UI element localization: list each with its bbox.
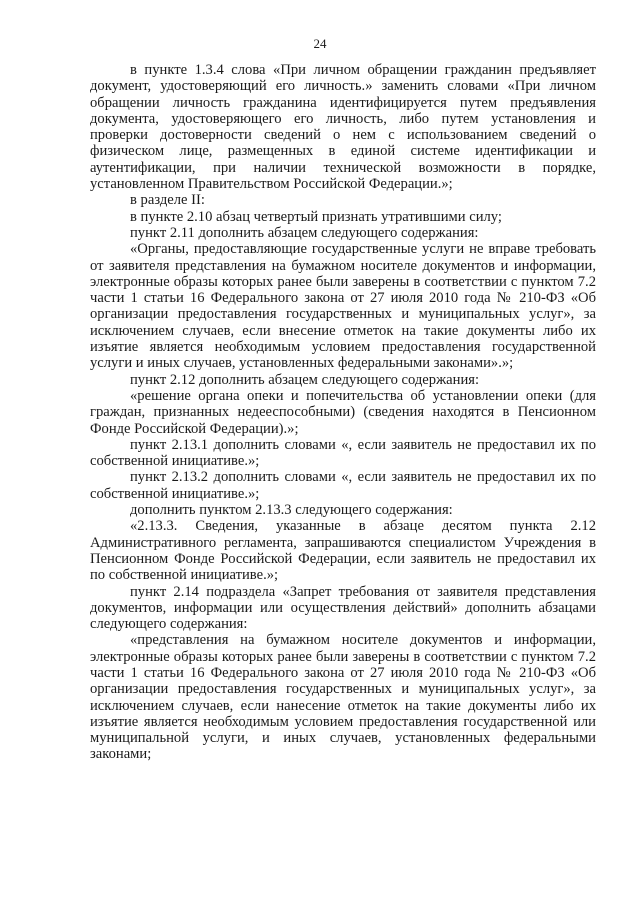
paragraph-2-14-quote: «представления на бумажном носителе документов и информации, электронные образы которых ранее были заверены в соответствии с пунктом 7.2 части 1 статьи 16 Федерального закона от 27 июля 2010 года № 210-ФЗ «Об организации предоставления государственных и муниципальных услуг», за исключением случаев, если нанесение отметок на такие документы либо их изъятие является необходимым условием предоставления государственной или муниципальной услуги, и иных случаев, установленных федеральными законами; — [90, 632, 596, 763]
paragraph-2-11-quote: «Органы, предоставляющие государственные услуги не вправе требовать от заявителя представления на бумажном носителе документов и информации, электронные образы которых ранее были заверены в соответствии с пунктом 7.2 части 1 статьи 16 Федерального закона от 27 июля 2010 года № 210-ФЗ «Об организации предоставления государственных и муниципальных услуг», за исключением случаев, если внесение отметок на такие документы либо их изъятие является необходимым условием предоставления государственной услуги и иных случаев, установленных федеральными законами».»; — [90, 241, 596, 372]
paragraph-2-11-intro: пункт 2.11 дополнить абзацем следующего содержания: — [130, 224, 479, 241]
paragraph-section-ii: в разделе II: — [130, 192, 205, 209]
paragraph-2-14-intro: пункт 2.14 подраздела «Запрет требования от заявителя представления документов, информации или осуществления действий» дополнить абзацами следующего содержания: — [90, 583, 596, 633]
paragraph-2-10: в пункте 2.10 абзац четвертый признать утратившими силу; — [130, 208, 502, 225]
paragraph-2-12-quote: «решение органа опеки и попечительства об установлении опеки (для граждан, признанных недееспособными) (сведения находятся в Пенсионном Фонде Российской Федерации).»; — [90, 387, 596, 437]
paragraph-2-13-2: пункт 2.13.2 дополнить словами «, если заявитель не предоставил их по собственной инициативе.»; — [90, 469, 596, 502]
page-number: 24 — [313, 36, 327, 51]
paragraph-2-13-3-intro: дополнить пунктом 2.13.3 следующего содержания: — [130, 502, 453, 519]
paragraph-2-13-1: пункт 2.13.1 дополнить словами «, если заявитель не предоставил их по собственной инициативе.»; — [90, 436, 596, 470]
paragraph-2-12-intro: пункт 2.12 дополнить абзацем следующего содержания: — [130, 371, 480, 388]
document-body — [90, 62, 596, 763]
paragraph-2-13-3-quote: «2.13.3. Сведения, указанные в абзаце десятом пункта 2.12 Административного регламента, запрашиваются специалистом Учреждения в Пенсионном Фонде Российской Федерации, если заявитель не предоставил их по собственной инициативе.»; — [90, 518, 596, 584]
paragraph-1-3-4: в пункте 1.3.4 слова «При личном обращении гражданин предъявляет документ, удостоверяющий его личность.» заменить словами «При личном обращении личность гражданина идентифицируется путем предъявления документа, удостоверяющего его личность, либо путем установления и проверки достоверности сведений о нем с использованием сведений о физическом лице, размещенных в единой системе идентификации и аутентификации, при наличии технической возможности в порядке, установленном Правительством Российской Федерации.»; — [90, 62, 596, 193]
